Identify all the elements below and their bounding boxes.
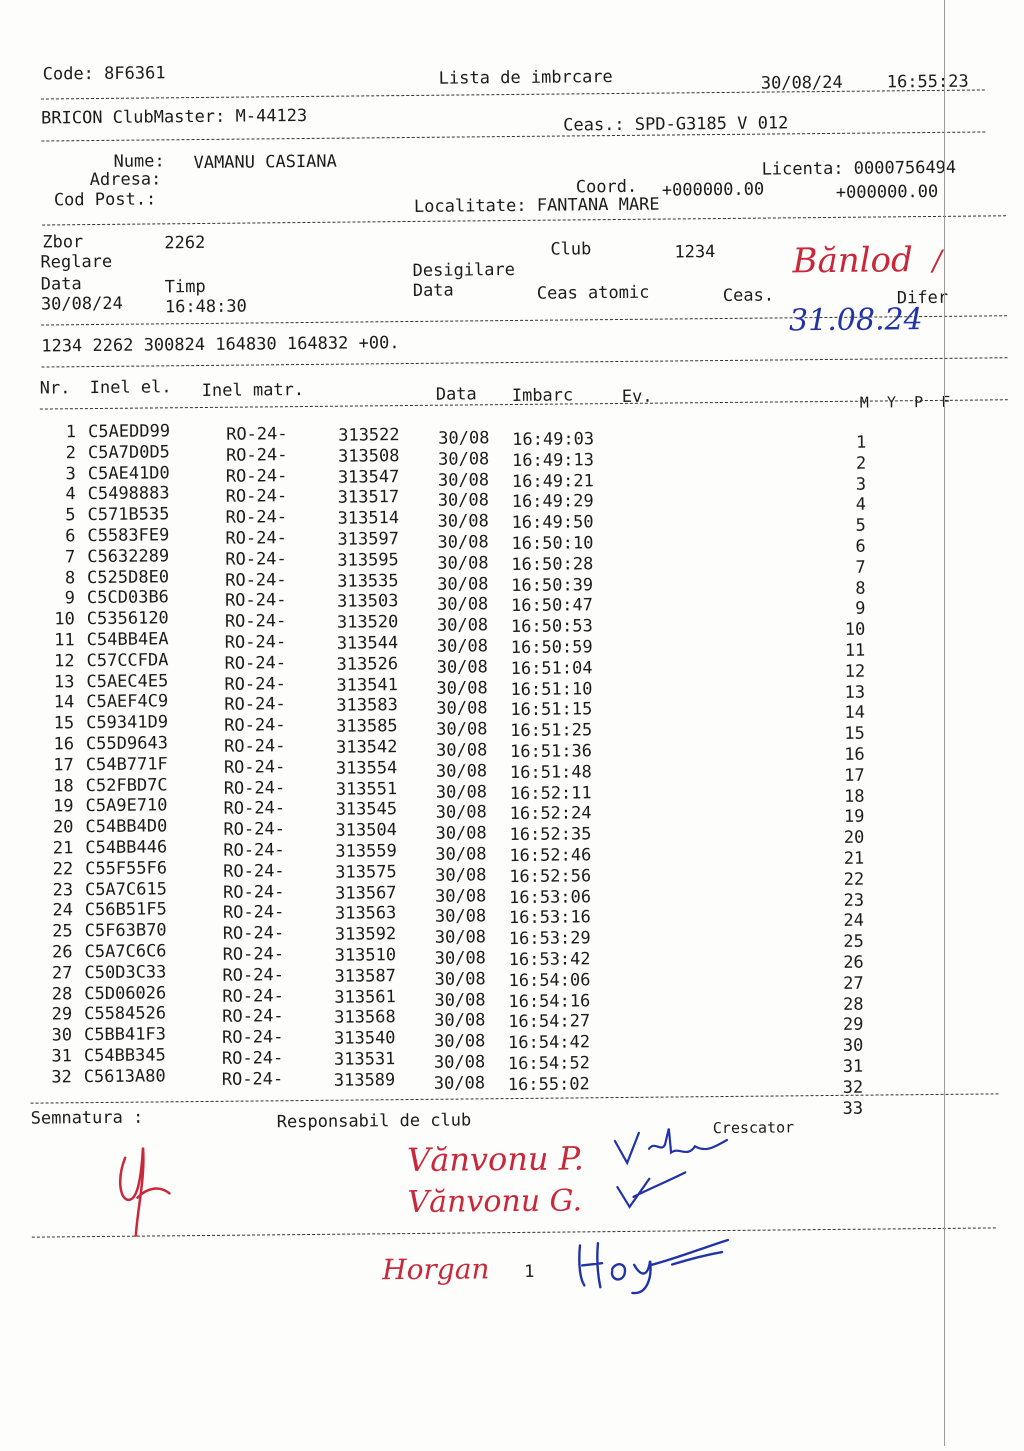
right-number: 13	[844, 682, 866, 703]
postcode-label: Cod Post.:	[53, 189, 157, 211]
row-date: 30/08	[434, 1010, 486, 1032]
row-ring-number: 313510	[334, 945, 397, 966]
row-ring-number: 313575	[335, 861, 397, 883]
reglare-label: Reglare	[40, 251, 113, 273]
row-nr: 9	[64, 588, 76, 609]
row-date: 30/08	[435, 865, 487, 886]
scan-fold-line	[944, 0, 945, 1446]
right-number: 18	[843, 786, 865, 807]
row-ring-number: 313547	[337, 466, 400, 488]
row-time: 16:53:06	[509, 886, 592, 908]
row-time: 16:52:46	[509, 845, 592, 867]
row-ring-number: 313542	[335, 737, 398, 758]
row-nr: 22	[52, 859, 74, 880]
right-number: 33	[842, 1098, 864, 1119]
row-ring-prefix: RO-24-	[225, 528, 287, 549]
row-nr: 16	[53, 734, 75, 755]
row-time: 16:51:25	[510, 720, 593, 742]
row-ring-number: 313568	[334, 1007, 396, 1029]
row-ring-number: 313567	[334, 882, 397, 904]
right-number: 21	[843, 848, 865, 869]
col-data: Data	[435, 384, 477, 405]
row-ring-prefix: RO-24-	[225, 507, 288, 528]
row-ring-prefix: RO-24-	[223, 840, 285, 861]
row-nr: 11	[54, 630, 75, 651]
right-number: 7	[855, 557, 866, 578]
row-ring-electronic: C54BB446	[85, 837, 168, 859]
row-ring-number: 313508	[337, 445, 400, 467]
row-date: 30/08	[436, 698, 488, 720]
row-ring-number: 313554	[335, 757, 398, 779]
row-ring-prefix: RO-24-	[223, 757, 286, 778]
row-ring-prefix: RO-24-	[224, 652, 287, 674]
right-number: 25	[843, 931, 864, 953]
desig-data-label: Data	[412, 280, 454, 301]
row-ring-electronic: C5AE41D0	[87, 462, 170, 484]
row-nr: 31	[51, 1046, 73, 1067]
row-date: 30/08	[433, 1073, 486, 1094]
row-nr: 18	[53, 775, 74, 797]
row-nr: 14	[53, 692, 75, 713]
row-ring-electronic: C5AEF4C9	[86, 691, 169, 713]
zbor-label: Zbor	[42, 232, 84, 253]
handwritten-name-1: Vănvonu P.	[406, 1139, 585, 1180]
row-ring-prefix: RO-24-	[222, 902, 285, 924]
signature-scribble-1	[107, 1137, 188, 1238]
row-nr: 29	[51, 1004, 73, 1025]
right-number: 27	[843, 973, 864, 994]
row-date: 30/08	[434, 948, 486, 969]
row-time: 16:52:35	[509, 824, 592, 846]
row-time: 16:54:52	[507, 1053, 590, 1075]
row-time: 16:49:03	[512, 429, 595, 451]
row-ring-electronic: C54BB4D0	[85, 816, 168, 838]
row-ring-number: 313551	[335, 778, 398, 800]
row-nr: 30	[51, 1025, 73, 1046]
row-date: 30/08	[435, 761, 488, 782]
row-ring-number: 313583	[336, 695, 398, 717]
row-ring-electronic: C5613A80	[83, 1066, 166, 1087]
row-ring-number: 313563	[334, 903, 397, 925]
row-ring-prefix: RO-24-	[222, 1006, 284, 1028]
row-date: 30/08	[436, 719, 488, 740]
row-ring-number: 313522	[338, 425, 400, 446]
club-responsible-label: Responsabil de club	[276, 1110, 472, 1133]
ceas-label: Ceas.	[722, 285, 775, 306]
row-nr: 26	[52, 942, 73, 963]
row-ring-prefix: RO-24-	[223, 819, 286, 840]
row-time: 16:54:16	[508, 990, 591, 1012]
row-ring-number: 313587	[334, 965, 397, 987]
header-date: 30/08/24	[760, 72, 843, 94]
row-time: 16:50:28	[511, 554, 594, 575]
right-number: 26	[843, 952, 864, 973]
breeder-label: Crescator	[712, 1118, 795, 1138]
row-date: 30/08	[436, 615, 489, 636]
row-ring-prefix: RO-24-	[223, 777, 286, 799]
row-ring-number: 313520	[336, 612, 399, 633]
row-ring-prefix: RO-24-	[224, 673, 286, 695]
row-ring-number: 313526	[336, 653, 399, 675]
row-ring-electronic: C5584526	[84, 1003, 167, 1025]
row-ring-electronic: C5BB41F3	[83, 1024, 167, 1046]
row-time: 16:52:56	[509, 866, 592, 887]
row-ring-electronic: C56B51F5	[84, 899, 167, 921]
difer-label: Difer	[896, 287, 949, 309]
row-ring-number: 313561	[334, 986, 396, 1008]
right-number: 22	[843, 869, 865, 890]
row-date: 30/08	[437, 490, 490, 512]
row-date: 30/08	[437, 511, 489, 532]
row-time: 16:50:53	[510, 616, 593, 638]
row-date: 30/08	[434, 906, 487, 928]
row-nr: 7	[64, 547, 76, 568]
right-number: 6	[855, 536, 866, 557]
row-time: 16:51:10	[510, 678, 593, 700]
row-date: 30/08	[437, 573, 489, 595]
row-nr: 32	[51, 1067, 72, 1088]
row-ring-number: 313514	[337, 508, 400, 529]
handwritten-slash: /	[932, 243, 943, 277]
address-label: Adresa:	[89, 169, 162, 191]
col-inel-el: Inel el.	[89, 377, 172, 399]
row-date: 30/08	[435, 885, 487, 907]
right-number: 3	[855, 474, 867, 495]
row-ring-prefix: RO-24-	[225, 465, 288, 487]
row-ring-prefix: RO-24-	[223, 736, 286, 757]
row-ring-prefix: RO-24-	[221, 1048, 284, 1069]
row-nr: 20	[52, 817, 74, 838]
row-nr: 25	[52, 921, 73, 942]
handwritten-date: 31.08.24	[788, 302, 923, 339]
right-number: 30	[842, 1035, 864, 1057]
row-date: 30/08	[435, 781, 488, 803]
row-ring-number: 313545	[335, 799, 398, 821]
row-ring-electronic: C525D8E0	[87, 566, 170, 588]
row-ring-number: 313517	[337, 487, 400, 509]
owner-name: VAMANU CASIANA	[193, 151, 337, 174]
row-date: 30/08	[437, 553, 489, 574]
col-inel-matr: Inel matr.	[201, 380, 305, 401]
right-number: 29	[842, 1015, 864, 1036]
row-time: 16:50:59	[510, 637, 593, 659]
row-date: 30/08	[434, 969, 486, 990]
col-flags: M Y P F	[859, 392, 951, 412]
row-time: 16:51:36	[510, 741, 593, 763]
atomic-label: Ceas atomic	[536, 282, 650, 304]
right-number: 20	[843, 827, 865, 849]
row-date: 30/08	[435, 844, 487, 865]
row-nr: 4	[65, 484, 76, 505]
right-number: 10	[844, 619, 866, 641]
row-ring-electronic: C54BB4EA	[86, 629, 169, 651]
row-time: 16:54:42	[508, 1032, 591, 1054]
row-ring-electronic: C5D06026	[84, 982, 167, 1004]
row-nr: 8	[64, 567, 76, 588]
right-number: 5	[855, 515, 866, 536]
row-ring-prefix: RO-24-	[224, 611, 287, 632]
handwritten-location: Bănlod	[792, 240, 913, 282]
flight-time: 16:48:30	[164, 296, 247, 318]
row-ring-electronic: C5A7D0D5	[87, 442, 170, 463]
row-ring-electronic: C571B535	[87, 504, 170, 526]
handwritten-name-3: Horgan	[382, 1252, 490, 1287]
row-date: 30/08	[435, 802, 487, 824]
right-number: 1	[855, 432, 867, 453]
right-number: 19	[843, 807, 865, 828]
coord-x: +000000.00	[661, 179, 765, 201]
right-number: 32	[842, 1077, 864, 1098]
row-ring-electronic: C5583FE9	[87, 525, 170, 547]
row-ring-electronic: C59341D9	[86, 712, 169, 734]
right-number: 4	[855, 495, 867, 516]
row-nr: 3	[65, 463, 76, 484]
row-ring-number: 313597	[337, 529, 399, 550]
row-ring-number: 313540	[333, 1028, 396, 1049]
signature-scribble-2	[609, 1122, 740, 1213]
row-nr: 5	[65, 505, 76, 526]
row-date: 30/08	[436, 657, 488, 678]
row-nr: 23	[52, 879, 74, 901]
right-number: 8	[855, 578, 866, 599]
licence: Licenta: 0000756494	[761, 157, 957, 180]
row-ring-electronic: C5356120	[86, 608, 169, 630]
timp-label: Timp	[164, 276, 206, 298]
row-time: 16:51:48	[509, 762, 592, 783]
row-ring-prefix: RO-24-	[222, 985, 284, 1007]
row-ring-prefix: RO-24-	[225, 548, 287, 570]
row-time: 16:49:29	[511, 491, 594, 513]
row-ring-prefix: RO-24-	[221, 1027, 284, 1049]
row-nr: 28	[51, 983, 73, 1005]
row-ring-electronic: C5632289	[87, 546, 170, 567]
desigilare-label: Desigilare	[412, 259, 516, 281]
row-ring-electronic: C5A7C6C6	[84, 941, 167, 963]
row-ring-electronic: C5A7C615	[84, 878, 168, 900]
row-date: 30/08	[438, 428, 490, 449]
right-number: 15	[844, 723, 865, 745]
header-time: 16:55:23	[886, 71, 969, 93]
row-time: 16:49:13	[511, 450, 595, 471]
club-label: Club	[550, 239, 592, 260]
row-ring-number: 313535	[337, 570, 399, 592]
row-ring-prefix: RO-24-	[226, 424, 288, 445]
row-ring-number: 313531	[333, 1049, 396, 1070]
code: Code: 8F6361	[42, 63, 166, 85]
right-number: 31	[842, 1056, 864, 1077]
row-nr: 27	[51, 963, 73, 984]
divider	[41, 357, 1007, 367]
zbor-value: 2262	[164, 232, 206, 254]
flight-date: 30/08/24	[40, 293, 123, 315]
row-ring-electronic: C54B771F	[85, 754, 168, 775]
row-time: 16:52:11	[509, 782, 592, 804]
row-ring-number: 313592	[334, 924, 397, 945]
row-date: 30/08	[436, 594, 489, 616]
row-ring-prefix: RO-24-	[224, 632, 287, 653]
row-time: 16:51:04	[510, 658, 593, 679]
row-ring-prefix: RO-24-	[222, 881, 285, 903]
right-number: 16	[844, 744, 865, 765]
name-label: Nume:	[113, 151, 165, 172]
handwritten-name-2: Vănvonu G.	[407, 1183, 583, 1221]
right-number: 23	[843, 890, 865, 911]
signature-label: Semnatura :	[30, 1107, 144, 1129]
signature-scribble-3	[572, 1234, 733, 1296]
row-time: 16:50:39	[511, 574, 594, 596]
row-ring-electronic: C54BB345	[83, 1045, 166, 1067]
divider	[41, 131, 985, 141]
col-imbarc: Imbarc	[511, 385, 574, 407]
row-ring-electronic: C50D3C33	[84, 962, 167, 983]
divider	[42, 215, 1006, 225]
row-nr: 10	[54, 609, 75, 630]
row-ring-prefix: RO-24-	[225, 486, 288, 508]
row-ring-prefix: RO-24-	[224, 590, 287, 612]
row-time: 16:54:27	[508, 1011, 591, 1033]
row-time: 16:50:10	[511, 533, 594, 555]
row-ring-number: 313585	[336, 716, 398, 737]
row-date: 30/08	[435, 740, 488, 761]
row-time: 16:50:47	[510, 595, 594, 617]
system-name: BRICON ClubMaster: M-44123	[41, 105, 308, 129]
row-ring-prefix: RO-24-	[221, 1069, 284, 1090]
row-time: 16:49:50	[511, 512, 594, 534]
row-time: 16:52:24	[509, 803, 592, 825]
row-ring-prefix: RO-24-	[222, 965, 285, 986]
row-date: 30/08	[436, 636, 489, 657]
row-ring-number: 313559	[335, 841, 397, 862]
row-nr: 19	[53, 796, 74, 817]
right-number: 24	[843, 911, 865, 932]
row-ring-number: 313541	[336, 674, 398, 696]
row-time: 16:51:15	[510, 699, 593, 721]
row-ring-number: 313504	[335, 820, 398, 841]
row-ring-electronic: C5F63B70	[84, 920, 167, 942]
right-number: 17	[844, 765, 865, 786]
row-ring-prefix: RO-24-	[225, 569, 287, 591]
row-date: 30/08	[436, 677, 488, 699]
row-time: 16:54:06	[508, 970, 591, 991]
row-ring-electronic: C5498883	[87, 483, 170, 505]
row-date: 30/08	[437, 449, 490, 470]
row-ring-electronic: C5CD03B6	[86, 587, 169, 609]
row-time: 16:53:42	[508, 949, 591, 971]
row-nr: 21	[52, 838, 74, 859]
data-label: Data	[40, 274, 82, 295]
row-time: 16:49:21	[511, 470, 594, 492]
row-ring-prefix: RO-24-	[224, 715, 286, 736]
row-nr: 15	[53, 713, 75, 734]
right-number: 9	[855, 599, 866, 620]
flight-record: 1234 2262 300824 164830 164832 +00.	[41, 333, 400, 357]
row-date: 30/08	[435, 823, 487, 844]
row-nr: 13	[53, 671, 75, 693]
row-ring-electronic: C52FBD7C	[85, 774, 168, 796]
row-nr: 12	[53, 651, 75, 672]
row-nr: 6	[65, 526, 76, 547]
divider	[41, 89, 985, 99]
row-date: 30/08	[434, 927, 487, 948]
row-nr: 24	[52, 900, 73, 921]
row-date: 30/08	[437, 469, 490, 491]
row-date: 30/08	[433, 1052, 486, 1073]
row-date: 30/08	[434, 989, 486, 1011]
page-number: 1	[524, 1261, 535, 1282]
clock-id: Ceas.: SPD-G3185 V 012	[563, 113, 789, 136]
row-date: 30/08	[434, 1031, 486, 1052]
right-number: 14	[844, 703, 866, 724]
row-time: 16:53:29	[508, 928, 591, 950]
row-ring-prefix: RO-24-	[223, 798, 286, 820]
row-ring-number: 313595	[337, 549, 399, 571]
row-ring-electronic: C5A9E710	[85, 795, 168, 817]
row-time: 16:53:16	[508, 907, 591, 929]
row-ring-number: 313503	[336, 591, 399, 613]
row-ring-electronic: C55D9643	[85, 733, 168, 755]
coord-y: +000000.00	[835, 181, 939, 203]
club-value: 1234	[674, 242, 716, 263]
row-nr: 17	[53, 755, 74, 776]
row-ring-prefix: RO-24-	[222, 923, 285, 945]
row-ring-electronic: C5AEDD99	[88, 421, 171, 443]
row-ring-prefix: RO-24-	[225, 444, 288, 466]
row-ring-electronic: C57CCFDA	[86, 650, 169, 671]
right-number: 12	[844, 661, 866, 682]
row-ring-prefix: RO-24-	[223, 861, 285, 882]
row-ring-number: 313589	[333, 1069, 396, 1091]
row-ring-prefix: RO-24-	[222, 944, 285, 965]
row-ring-number: 313544	[336, 633, 399, 654]
locality: Localitate: FANTANA MARE	[413, 194, 660, 217]
row-ring-electronic: C5AEC4E5	[86, 670, 169, 692]
row-ring-electronic: C55F55F6	[85, 858, 168, 879]
row-ring-prefix: RO-24-	[224, 694, 286, 716]
row-date: 30/08	[437, 532, 489, 553]
row-time: 16:55:02	[507, 1074, 590, 1095]
page-title: Lista de imbrcare	[438, 67, 613, 89]
right-number: 28	[842, 994, 864, 1015]
col-ev: Ev.	[621, 386, 653, 407]
coord-label: Coord.	[575, 176, 638, 198]
right-number: 11	[844, 640, 866, 661]
col-nr: Nr.	[39, 378, 71, 399]
row-nr: 2	[65, 443, 77, 464]
right-number: 2	[855, 453, 867, 474]
row-nr: 1	[65, 422, 77, 443]
